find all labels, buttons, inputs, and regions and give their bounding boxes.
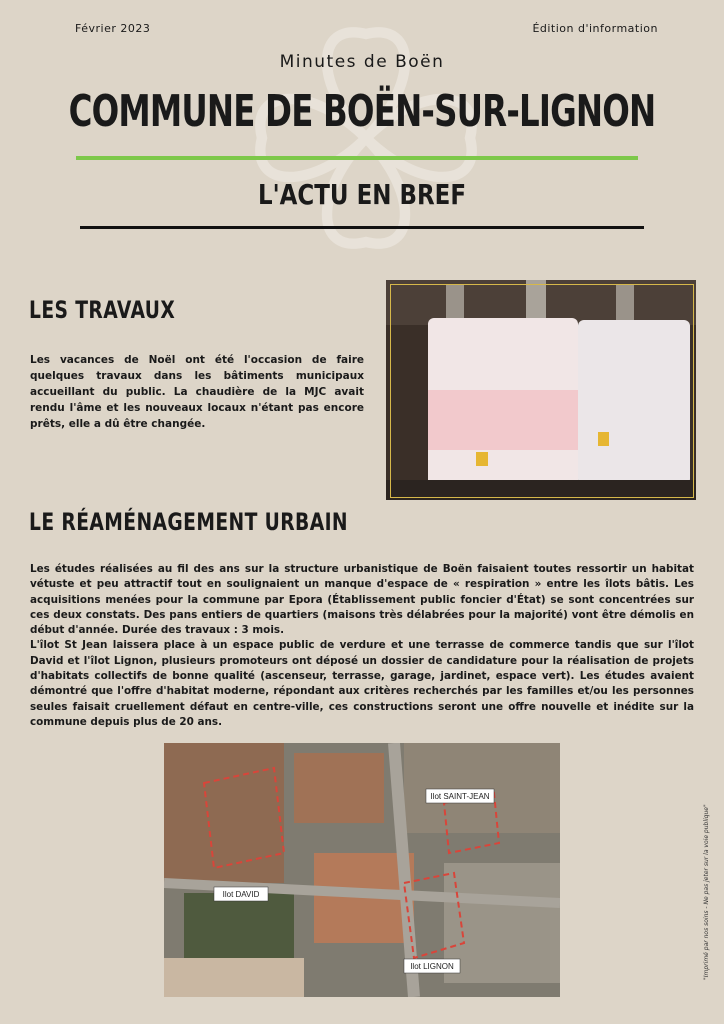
amenagement-body xyxy=(30,562,694,730)
print-note: "Imprimé par nos soins - Ne pas jeter sur la voie publique" xyxy=(703,804,710,980)
travaux-body: Les vacances de Noël ont été l'occasion de faire quelques travaux dans les bâtiments municipaux accueillant du public. La chaudière de la MJC avait rendu l'âme et les nouveaux locaux n'étant pas encore prêts, elle a dû être changée. xyxy=(30,354,364,430)
clover-watermark-icon xyxy=(236,8,496,268)
map-label-saint-jean: Ilot SAINT-JEAN xyxy=(430,792,490,801)
amenagement-paragraph-2: L'îlot St Jean laissera place à un espace public de verdure et une terrasse de commerce tandis que sur l'îlot David et l'îlot Lignon, plusieurs promoteurs ont déposé un dossier de candidature pour la réalisation de projets d'habitats collectifs de bonne qualité (ascenseur, terrasse, garage, jardinet, espace vert). Les études avaient démontré que l'offre d'habitat moderne, répondant aux critères recherchés par les familles et/ou les personnes seules faisait cruellement défaut en centre-ville, ces constructions seront une offre nouvelle et inédite sur la commune depuis plus de 20 ans. xyxy=(30,639,694,728)
amenagement-paragraph-1: Les études réalisées au fil des ans sur la structure urbanistique de Boën faisaient toutes ressortir un habitat vétuste et peu attractif tout en soulignaient un manque d'espace de « respiration » entre les îlots bâtis. Les acquisitions menées pour la commune par Epora (Établissement public foncier d'État) se sont concentrées sur ces deux constats. Des pans entiers de quartiers (maisons très délabrées pour la majorité) vont être démolis en début d'année. Durée des travaux : 3 mois. xyxy=(30,563,694,637)
black-divider xyxy=(80,226,644,229)
photo-gold-border xyxy=(390,284,694,498)
amenagement-heading: LE RÉAMÉNAGEMENT URBAIN xyxy=(29,508,348,536)
issue-date: Février 2023 xyxy=(75,22,151,35)
green-divider xyxy=(76,156,638,160)
map-label-lignon: Ilot LIGNON xyxy=(410,962,454,971)
page-title: COMMUNE DE BOËN-SUR-LIGNON xyxy=(68,86,656,137)
aerial-map xyxy=(164,743,560,997)
map-label-david: Ilot DAVID xyxy=(222,890,260,899)
edition-label: Édition d'information xyxy=(532,22,658,35)
travaux-heading: LES TRAVAUX xyxy=(29,296,176,324)
section-title: L'ACTU EN BREF xyxy=(257,178,467,211)
newsletter-subtitle: Minutes de Boën xyxy=(279,52,445,72)
